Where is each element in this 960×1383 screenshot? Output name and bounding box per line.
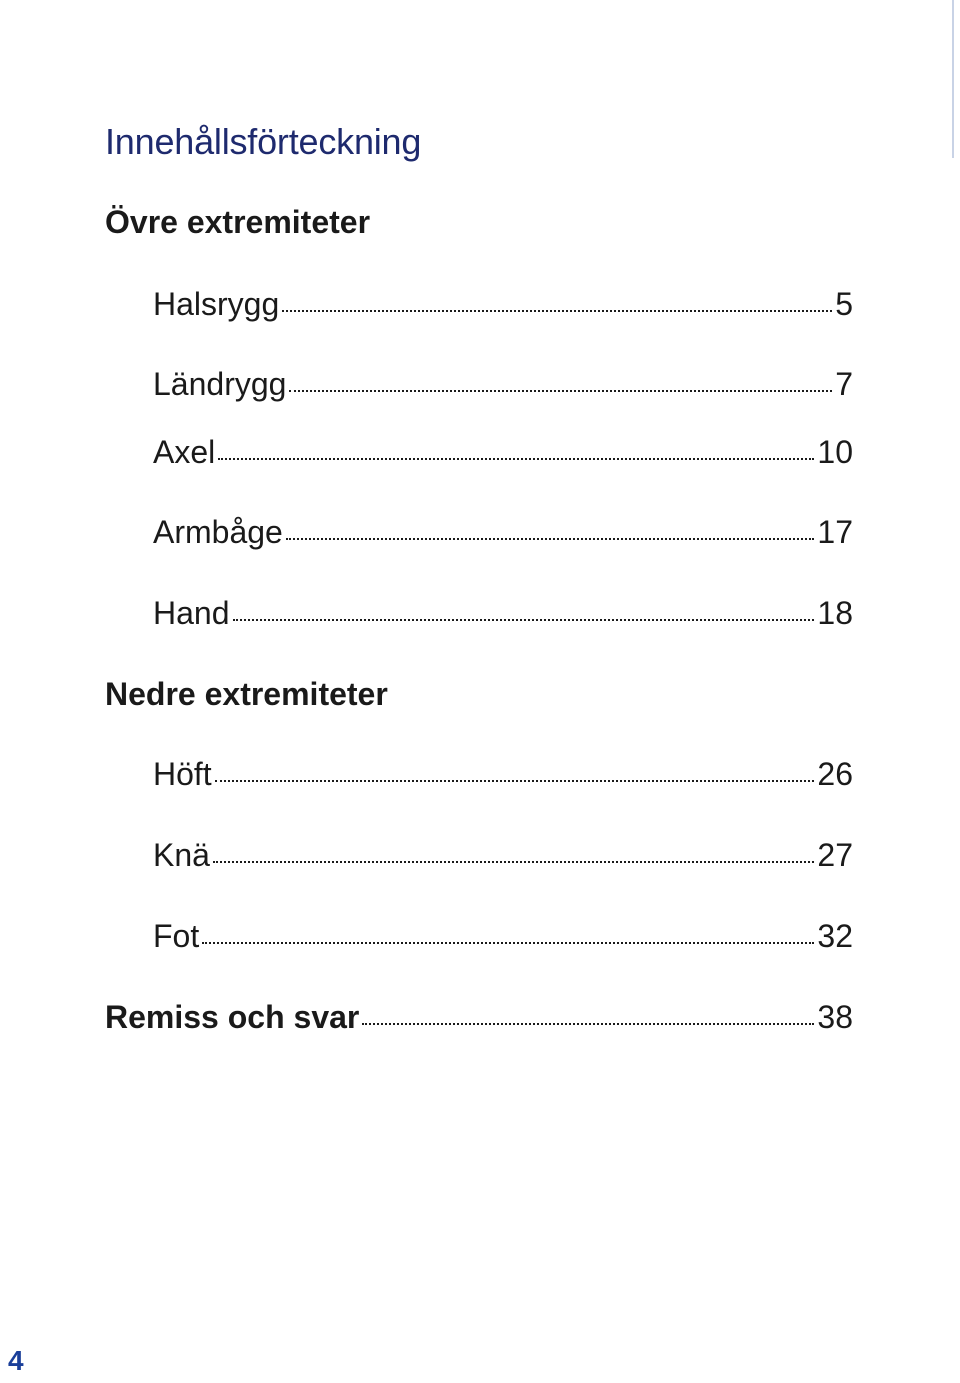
- dot-leader: [215, 780, 815, 782]
- toc-entry-label: Axel: [153, 434, 216, 470]
- dot-leader: [233, 619, 815, 621]
- toc-entry-page: 38: [817, 999, 853, 1035]
- toc-entry-halsrygg[interactable]: [153, 288, 853, 320]
- toc-entry-page: 18: [817, 595, 853, 631]
- toc-entry-page: 32: [817, 918, 853, 954]
- toc-entry-kna[interactable]: [153, 839, 853, 871]
- toc-entry-axel[interactable]: [153, 436, 853, 468]
- dot-leader: [289, 390, 832, 392]
- toc-entry-page: 5: [835, 286, 853, 322]
- toc-entry-fot[interactable]: [153, 920, 853, 952]
- side-rule: [952, 0, 954, 158]
- dot-leader: [282, 310, 832, 312]
- toc-entry-hoft[interactable]: [153, 758, 853, 790]
- toc-entry-page: 17: [817, 514, 853, 550]
- toc-entry-label: Ländrygg: [153, 366, 287, 402]
- dot-leader: [218, 458, 814, 460]
- toc-entry-remiss-och-svar[interactable]: [105, 1001, 853, 1033]
- toc-entry-label: Fot: [153, 918, 200, 954]
- dot-leader: [362, 1023, 814, 1025]
- toc-entry-label: Armbåge: [153, 514, 283, 550]
- toc-entry-label: Hand: [153, 595, 230, 631]
- toc-entry-page: 27: [817, 837, 853, 873]
- toc-entry-page: 7: [835, 366, 853, 402]
- toc-entry-label: Höft: [153, 756, 212, 792]
- dot-leader: [213, 861, 814, 863]
- toc-entry-armbage[interactable]: [153, 516, 853, 548]
- page-title: Innehållsförteckning: [105, 121, 422, 162]
- toc-entry-page: 26: [817, 756, 853, 792]
- toc-entry-label: Remiss och svar: [105, 999, 360, 1035]
- toc-entry-label: Halsrygg: [153, 286, 280, 322]
- toc-entry-page: 10: [817, 434, 853, 470]
- toc-entry-label: Knä: [153, 837, 210, 873]
- toc-entry-landrygg[interactable]: [153, 368, 853, 400]
- dot-leader: [202, 942, 814, 944]
- page-number: 4: [8, 1345, 24, 1376]
- toc-entry-hand[interactable]: [153, 597, 853, 629]
- dot-leader: [286, 538, 815, 540]
- section-heading-lower: Nedre extremiteter: [105, 676, 388, 712]
- section-heading-upper: Övre extremiteter: [105, 204, 371, 240]
